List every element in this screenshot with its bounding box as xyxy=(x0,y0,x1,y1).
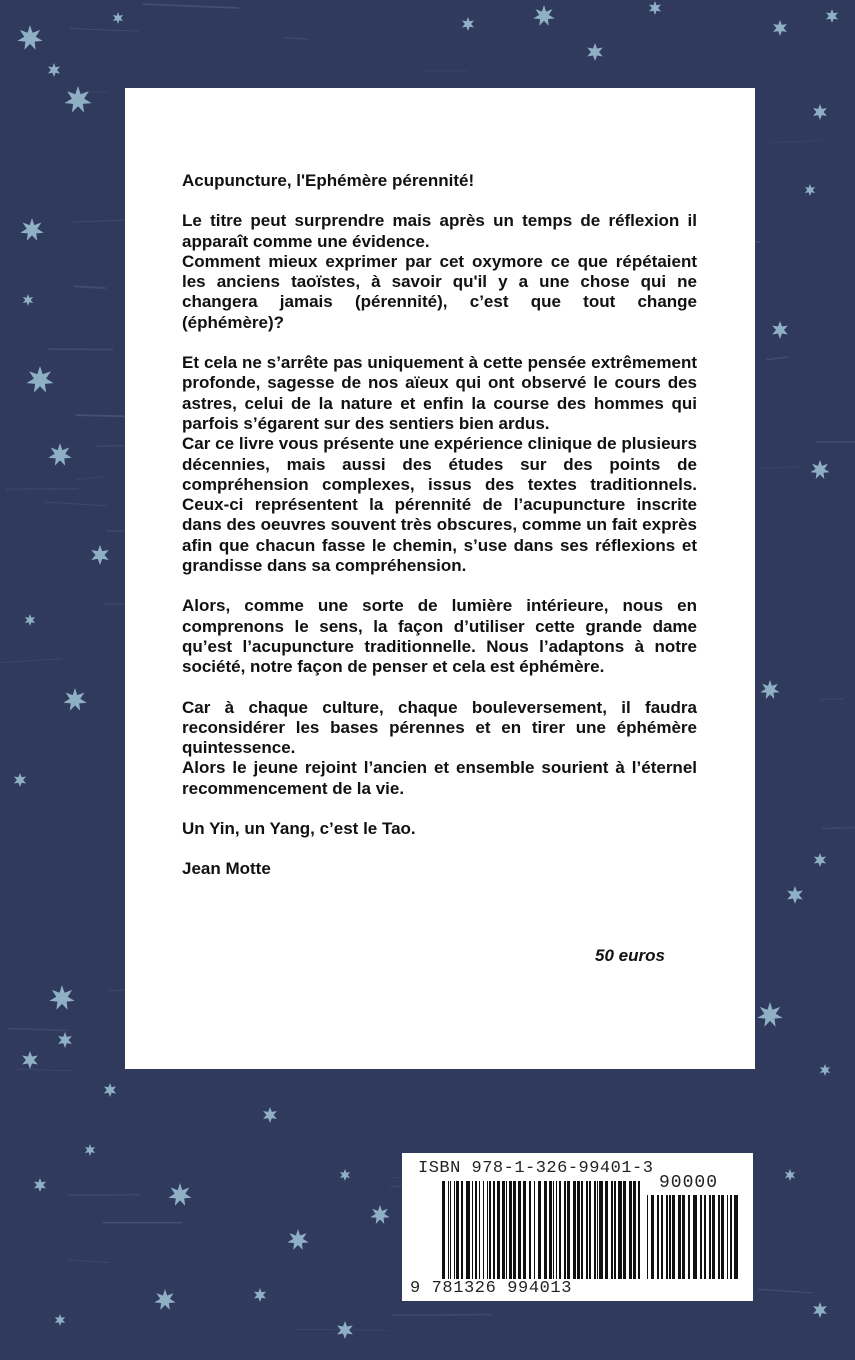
barcode-bar xyxy=(487,1181,488,1279)
barcode-bar xyxy=(657,1195,659,1279)
blurb-text xyxy=(182,171,697,900)
barcode-bar xyxy=(727,1195,728,1279)
addon-barcode-bars xyxy=(647,1195,739,1293)
blurb-title: Acupuncture, l'Ephémère pérennité! xyxy=(182,171,475,190)
blurb-paragraph-6: Car à chaque culture, chaque bouleversement, il faudra reconsidérer les bases pérennes et en tirer une éphémère quintessence. xyxy=(182,697,697,758)
barcode-bar xyxy=(581,1181,583,1279)
barcode-bar xyxy=(466,1181,470,1279)
barcode-bar xyxy=(651,1195,654,1279)
blurb-paragraph-2: Comment mieux exprimer par cet oxymore ce que répétaient les anciens taoïstes, à savoir qu'il y a une chose qui ne changera jamais (pérennité), c’est que tout change (éphémère)? xyxy=(182,251,697,332)
barcode-bar xyxy=(442,1181,445,1279)
barcode-bar xyxy=(493,1181,495,1279)
barcode-bar xyxy=(553,1181,554,1279)
barcode-bar xyxy=(721,1195,724,1279)
barcode-bar xyxy=(502,1181,505,1279)
barcode-bar xyxy=(672,1195,675,1279)
barcode-bar xyxy=(693,1195,697,1279)
barcode-bar xyxy=(611,1181,613,1279)
barcode-bar xyxy=(483,1181,484,1279)
blurb-paragraph-7: Alors le jeune rejoint l’ancien et ensemble sourient à l’éternel recommencement de la vie. xyxy=(182,758,697,798)
barcode-bar xyxy=(734,1195,738,1279)
blurb-paragraph-3: Et cela ne s’arrête pas uniquement à cette pensée extrêmement profonde, sagesse de nos aïeux qui ont observé le cours des astres, celui de la nature et enfin la course des hommes qui parfois s’égarent sur des sentiers bien ardus. xyxy=(182,353,697,433)
barcode-bar xyxy=(599,1181,603,1279)
barcode-bar xyxy=(450,1181,451,1279)
barcode-bars xyxy=(442,1181,642,1279)
barcode-bar xyxy=(538,1181,541,1279)
isbn-number: ISBN 978-1-326-99401-3 xyxy=(418,1159,654,1178)
author-name: Jean Motte xyxy=(182,859,271,879)
barcode-bar xyxy=(475,1181,477,1279)
barcode-bar xyxy=(730,1195,732,1279)
barcode-bar xyxy=(456,1181,459,1279)
blurb-paragraph-1: Le titre peut surprendre mais après un temps de réflexion il apparaît comme une évidence. xyxy=(182,211,697,251)
barcode-bar xyxy=(564,1181,566,1279)
barcode-digits: 9 781326 994013 xyxy=(410,1279,573,1298)
barcode-bar xyxy=(573,1181,576,1279)
barcode-bar xyxy=(586,1181,588,1279)
barcode-bar xyxy=(666,1195,668,1279)
barcode-bar xyxy=(647,1195,648,1279)
barcode-bar xyxy=(589,1181,591,1279)
barcode-bar xyxy=(509,1181,512,1279)
barcode-bar xyxy=(704,1195,706,1279)
barcode-bar xyxy=(594,1181,596,1279)
barcode-bar xyxy=(513,1181,516,1279)
blurb-paragraph-4: Car ce livre vous présente une expérience clinique de plusieurs décennies, mais aussi des études sur des points de compréhension complexes, issus des textes traditionnels. Ceux-ci représentent la pérennité de l’acupuncture inscrite dans des oeuvres souvent très obscures, comme un fait exprès afin que chacun fasse le chemin, s’use dans ses réflexions et grandisse dans sa compréhension. xyxy=(182,434,697,576)
barcode-bar xyxy=(623,1181,626,1279)
barcode-bar xyxy=(472,1181,473,1279)
barcode-bar xyxy=(605,1181,608,1279)
barcode-bar xyxy=(559,1181,561,1279)
barcode-bar xyxy=(544,1181,547,1279)
barcode-bar xyxy=(661,1195,663,1279)
barcode-bar xyxy=(629,1181,632,1279)
barcode-bar xyxy=(712,1195,715,1279)
barcode-bar xyxy=(688,1195,690,1279)
barcode-bar xyxy=(454,1181,455,1279)
isbn-barcode xyxy=(402,1153,753,1301)
barcode-bar xyxy=(577,1181,580,1279)
barcode-bar xyxy=(700,1195,702,1279)
addon-code: 90000 xyxy=(659,1173,719,1193)
barcode-bar xyxy=(618,1181,622,1279)
barcode-bar xyxy=(479,1181,480,1279)
barcode-bar xyxy=(518,1181,521,1279)
barcode-bar xyxy=(567,1181,570,1279)
barcode-bar xyxy=(678,1195,681,1279)
barcode-bar xyxy=(682,1195,685,1279)
barcode-bar xyxy=(597,1181,598,1279)
barcode-bar xyxy=(669,1195,671,1279)
barcode-bar xyxy=(614,1181,616,1279)
barcode-bar xyxy=(633,1181,636,1279)
barcode-bar xyxy=(638,1181,640,1279)
barcode-bar xyxy=(718,1195,720,1279)
barcode-bar xyxy=(529,1181,531,1279)
barcode-bar xyxy=(523,1181,526,1279)
blurb-paragraph-8: Un Yin, un Yang, c’est le Tao. xyxy=(182,819,416,839)
price-label: 50 euros xyxy=(595,946,665,965)
barcode-bar xyxy=(506,1181,507,1279)
barcode-bar xyxy=(489,1181,491,1279)
barcode-bar xyxy=(556,1181,557,1279)
barcode-bar xyxy=(497,1181,500,1279)
blurb-paragraph-5: Alors, comme une sorte de lumière intérieure, nous en comprenons le sens, la façon d’utiliser cette grande dame qu’est l’acupuncture traditionnelle. Nous l’adaptons à notre société, notre façon de penser et cela est éphémère. xyxy=(182,596,697,677)
barcode-bar xyxy=(549,1181,552,1279)
barcode-bar xyxy=(709,1195,711,1279)
back-cover-text-panel xyxy=(125,88,755,1069)
barcode-bar xyxy=(448,1181,449,1279)
barcode-bar xyxy=(534,1181,535,1279)
barcode-bar xyxy=(461,1181,463,1279)
